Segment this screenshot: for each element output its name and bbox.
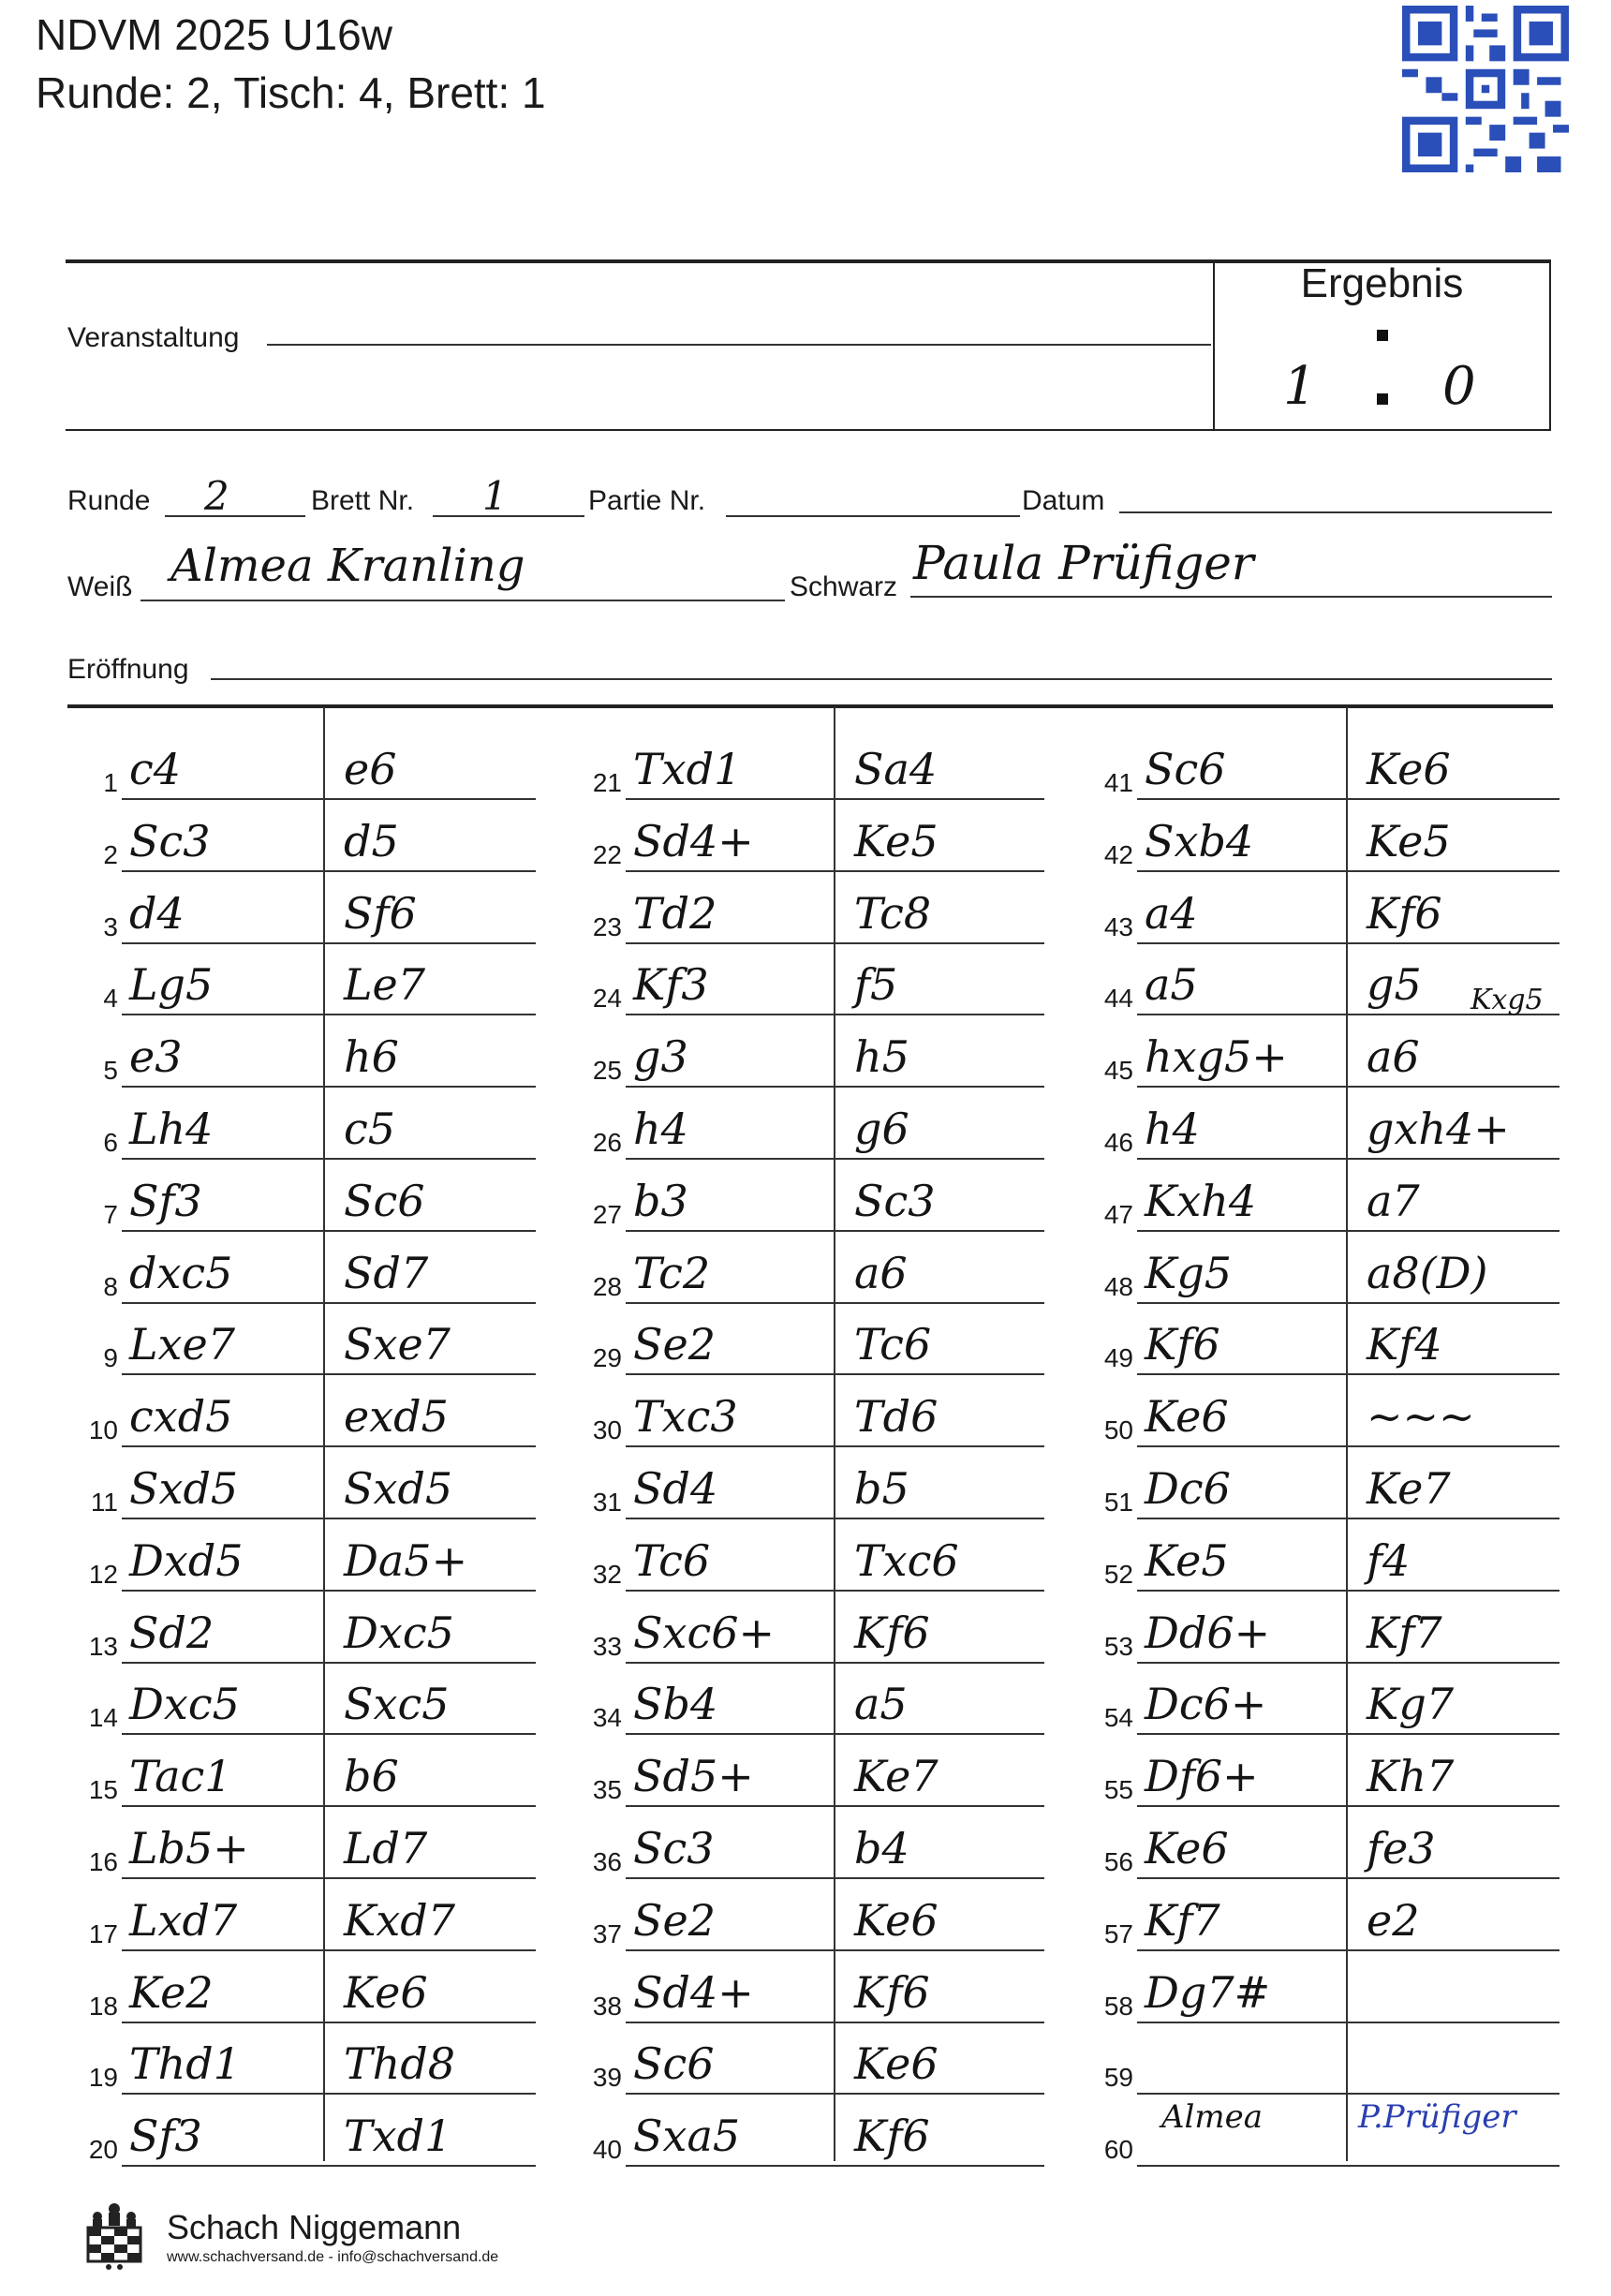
black-move[interactable]: Tc8 bbox=[854, 887, 932, 939]
move-number: 53 bbox=[1103, 1631, 1133, 1661]
black-move[interactable]: Ke6 bbox=[1367, 744, 1451, 794]
round-table-board: Runde: 2, Tisch: 4, Brett: 1 bbox=[36, 68, 546, 117]
white-move[interactable]: Sc3 bbox=[129, 815, 211, 867]
qr-code-icon bbox=[1402, 6, 1569, 172]
black-move[interactable]: Ke7 bbox=[854, 1751, 939, 1802]
white-move[interactable]: Sd4+ bbox=[633, 1966, 754, 2018]
move-number: 4 bbox=[103, 984, 118, 1014]
column-divider bbox=[323, 707, 325, 2161]
move-row-line bbox=[1137, 1590, 1559, 1592]
move-number: 24 bbox=[592, 984, 622, 1014]
black-move[interactable]: Thd8 bbox=[344, 2038, 456, 2090]
move-number: 33 bbox=[592, 1631, 622, 1661]
move-row-line bbox=[626, 798, 1044, 800]
result-black[interactable]: 0 bbox=[1442, 356, 1476, 417]
move-row-line bbox=[122, 1445, 536, 1447]
black-move[interactable]: c5 bbox=[344, 1104, 396, 1154]
move-number: 49 bbox=[1103, 1343, 1133, 1373]
move-number: 7 bbox=[103, 1199, 118, 1229]
move-number: 23 bbox=[592, 911, 622, 941]
white-move[interactable]: Sxb4 bbox=[1145, 815, 1254, 867]
white-move[interactable]: cxd5 bbox=[129, 1391, 233, 1443]
black-move[interactable]: ~~~ bbox=[1367, 1391, 1475, 1443]
white-move[interactable]: Kf7 bbox=[1145, 1894, 1220, 1946]
move-row-line bbox=[122, 1086, 536, 1088]
move-number: 44 bbox=[1103, 984, 1133, 1014]
white-signature[interactable]: Almea bbox=[1161, 2098, 1264, 2136]
move-number: 3 bbox=[103, 911, 118, 941]
black-move[interactable]: exd5 bbox=[344, 1391, 449, 1443]
opening-label: Eröffnung bbox=[67, 654, 189, 685]
white-move[interactable]: Txc3 bbox=[633, 1391, 738, 1443]
move-row-line bbox=[122, 2093, 536, 2095]
black-move[interactable]: Ke5 bbox=[1367, 815, 1451, 867]
black-move[interactable]: Txd1 bbox=[344, 2111, 452, 2162]
black-move[interactable]: Tc6 bbox=[854, 1319, 932, 1370]
white-move[interactable]: Kf6 bbox=[1145, 1319, 1220, 1370]
move-number: 11 bbox=[90, 1488, 118, 1517]
white-move[interactable]: Ke6 bbox=[1145, 1391, 1229, 1443]
black-move[interactable]: Kf6 bbox=[854, 1966, 930, 2018]
white-move[interactable]: Dxc5 bbox=[129, 1679, 240, 1730]
move-number: 57 bbox=[1103, 1918, 1133, 1948]
round-field[interactable] bbox=[165, 515, 305, 517]
move-row-line bbox=[1137, 1445, 1559, 1447]
move-row-line bbox=[626, 870, 1044, 872]
move-number: 48 bbox=[1103, 1271, 1133, 1301]
white-move[interactable]: a5 bbox=[1145, 959, 1198, 1011]
black-move[interactable]: a5 bbox=[854, 1679, 908, 1730]
move-number: 38 bbox=[592, 1991, 622, 2021]
black-move[interactable]: a8(D) bbox=[1367, 1247, 1488, 1298]
white-move[interactable]: Df6+ bbox=[1145, 1751, 1259, 1802]
result-separator-dot bbox=[1377, 330, 1388, 341]
white-move[interactable]: c4 bbox=[129, 744, 182, 794]
white-move[interactable]: Sf3 bbox=[129, 2111, 202, 2162]
board-value[interactable]: 1 bbox=[482, 473, 508, 519]
move-number: 56 bbox=[1103, 1847, 1133, 1876]
black-move[interactable]: g6 bbox=[854, 1104, 909, 1154]
move-row-line bbox=[122, 942, 536, 944]
white-move[interactable]: Sc6 bbox=[1145, 744, 1226, 794]
move-number: 42 bbox=[1103, 839, 1133, 869]
move-number: 19 bbox=[88, 2063, 118, 2093]
move-row-line bbox=[1137, 1373, 1559, 1375]
move-row-line bbox=[626, 1805, 1044, 1807]
move-number: 18 bbox=[88, 1991, 118, 2021]
white-move[interactable]: Thd1 bbox=[129, 2038, 242, 2090]
white-move[interactable]: Ke5 bbox=[1145, 1534, 1229, 1586]
move-row-line bbox=[626, 1230, 1044, 1232]
white-move[interactable]: Lg5 bbox=[129, 959, 214, 1011]
move-row-line bbox=[1137, 1662, 1559, 1664]
black-move[interactable]: Kf4 bbox=[1367, 1319, 1442, 1370]
black-move[interactable]: f5 bbox=[854, 959, 898, 1011]
move-number: 25 bbox=[592, 1056, 622, 1086]
move-row-line bbox=[1137, 1733, 1559, 1735]
move-number: 12 bbox=[88, 1559, 118, 1589]
white-move[interactable]: Ke6 bbox=[1145, 1823, 1229, 1874]
move-number: 13 bbox=[88, 1631, 118, 1661]
move-row-line bbox=[1137, 2093, 1559, 2095]
opening-field[interactable] bbox=[211, 678, 1552, 680]
move-number: 60 bbox=[1103, 2135, 1133, 2165]
black-move[interactable]: Ld7 bbox=[344, 1823, 428, 1874]
move-number: 16 bbox=[88, 1847, 118, 1876]
move-row-line bbox=[122, 1662, 536, 1664]
move-row-line bbox=[122, 2165, 536, 2167]
white-move[interactable]: hxg5+ bbox=[1145, 1031, 1288, 1083]
white-move[interactable]: Sc3 bbox=[633, 1823, 715, 1874]
white-move[interactable]: Sxa5 bbox=[633, 2111, 741, 2162]
black-move[interactable]: g5 bbox=[1367, 959, 1422, 1011]
black-field[interactable] bbox=[910, 596, 1552, 598]
move-number: 58 bbox=[1103, 1991, 1133, 2021]
move-row-line bbox=[122, 1518, 536, 1519]
white-move[interactable]: Se2 bbox=[633, 1319, 717, 1370]
column-divider bbox=[1346, 707, 1348, 2161]
move-row-line bbox=[626, 1518, 1044, 1519]
move-row-line bbox=[1137, 1302, 1559, 1304]
result-label: Ergebnis bbox=[1300, 260, 1464, 306]
move-row-line bbox=[1137, 1805, 1559, 1807]
move-number: 31 bbox=[592, 1488, 622, 1517]
black-move[interactable]: Kf7 bbox=[1367, 1607, 1442, 1658]
white-move[interactable]: Se2 bbox=[633, 1894, 717, 1946]
black-player-name[interactable]: Paula Prüfiger bbox=[913, 536, 1254, 590]
move-number: 6 bbox=[103, 1128, 118, 1157]
move-number: 37 bbox=[592, 1918, 622, 1948]
move-number: 47 bbox=[1103, 1199, 1133, 1229]
white-move[interactable]: Lxd7 bbox=[129, 1894, 238, 1946]
move-row-line bbox=[626, 2165, 1044, 2167]
white-move[interactable]: Tac1 bbox=[129, 1751, 232, 1802]
move-number: 29 bbox=[592, 1343, 622, 1373]
white-move[interactable]: Sxd5 bbox=[129, 1463, 239, 1514]
white-move[interactable]: e3 bbox=[129, 1031, 183, 1083]
move-number: 40 bbox=[592, 2135, 622, 2165]
move-sheet-top-border bbox=[67, 704, 1553, 708]
move-row-line bbox=[1137, 2165, 1559, 2167]
move-number: 5 bbox=[103, 1056, 118, 1086]
black-move[interactable]: Kf6 bbox=[854, 2111, 930, 2162]
white-move[interactable]: Kxh4 bbox=[1145, 1175, 1257, 1226]
move-number: 51 bbox=[1103, 1488, 1133, 1517]
move-number: 20 bbox=[88, 2135, 118, 2165]
move-number: 34 bbox=[592, 1703, 622, 1733]
white-move[interactable]: h4 bbox=[633, 1104, 688, 1154]
move-number: 21 bbox=[592, 768, 622, 797]
white-move[interactable]: Kf3 bbox=[633, 959, 709, 1011]
white-move[interactable]: Sd5+ bbox=[633, 1751, 754, 1802]
move-number: 55 bbox=[1103, 1775, 1133, 1805]
move-number: 27 bbox=[592, 1199, 622, 1229]
move-row-line bbox=[122, 1373, 536, 1375]
move-number: 36 bbox=[592, 1847, 622, 1876]
black-move[interactable]: gxh4+ bbox=[1367, 1104, 1510, 1154]
move-number: 39 bbox=[592, 2063, 622, 2093]
black-move[interactable]: Sxe7 bbox=[344, 1319, 451, 1370]
move-number: 2 bbox=[103, 839, 118, 869]
black-move[interactable]: Sf6 bbox=[344, 887, 417, 939]
move-number: 54 bbox=[1103, 1703, 1133, 1733]
move-row-line bbox=[626, 942, 1044, 944]
move-number: 35 bbox=[592, 1775, 622, 1805]
white-move[interactable]: Dxd5 bbox=[129, 1534, 244, 1586]
move-row-line bbox=[122, 1805, 536, 1807]
move-row-line bbox=[122, 1302, 536, 1304]
move-number: 8 bbox=[103, 1271, 118, 1301]
move-number: 32 bbox=[592, 1559, 622, 1589]
move-number: 45 bbox=[1103, 1056, 1133, 1086]
black-move[interactable]: Da5+ bbox=[344, 1534, 468, 1586]
black-move[interactable]: b4 bbox=[854, 1823, 909, 1874]
white-move[interactable]: Dd6+ bbox=[1145, 1607, 1271, 1658]
black-signature[interactable]: P.Prüfiger bbox=[1358, 2098, 1516, 2136]
black-move[interactable]: Txc6 bbox=[854, 1534, 959, 1586]
black-move[interactable]: Kf6 bbox=[1367, 887, 1442, 939]
black-move[interactable]: Sa4 bbox=[854, 744, 938, 794]
event-label: Veranstaltung bbox=[67, 322, 240, 353]
white-move[interactable]: Sc6 bbox=[633, 2038, 715, 2090]
move-number: 41 bbox=[1103, 768, 1133, 797]
black-move[interactable]: a7 bbox=[1367, 1175, 1420, 1226]
move-row-line bbox=[1137, 1949, 1559, 1951]
move-number: 28 bbox=[592, 1271, 622, 1301]
black-move[interactable]: f4 bbox=[1367, 1534, 1411, 1586]
column-divider bbox=[834, 707, 835, 2161]
white-player-name[interactable]: Almea Kranling bbox=[170, 540, 525, 592]
black-move[interactable]: b6 bbox=[344, 1751, 399, 1802]
black-move[interactable]: h5 bbox=[854, 1031, 909, 1083]
move-row-line bbox=[1137, 1158, 1559, 1160]
move-row-line bbox=[122, 2022, 536, 2023]
move-number: 17 bbox=[88, 1918, 118, 1948]
move-row-line bbox=[626, 1158, 1044, 1160]
move-annotation: Kxg5 bbox=[1471, 984, 1544, 1016]
white-move[interactable]: d4 bbox=[129, 887, 185, 939]
move-row-line bbox=[626, 1445, 1044, 1447]
game-number-field[interactable] bbox=[726, 515, 1020, 517]
move-number: 43 bbox=[1103, 911, 1133, 941]
move-row-line bbox=[122, 1590, 536, 1592]
black-move[interactable]: Ke7 bbox=[1367, 1463, 1451, 1514]
black-move[interactable]: Kh7 bbox=[1367, 1751, 1455, 1802]
black-move[interactable]: Sc3 bbox=[854, 1175, 936, 1226]
board-field[interactable] bbox=[433, 515, 584, 517]
move-row-line bbox=[1137, 1518, 1559, 1519]
round-value[interactable]: 2 bbox=[204, 473, 229, 519]
move-row-line bbox=[122, 1230, 536, 1232]
result-separator-dot bbox=[1377, 393, 1388, 405]
white-move[interactable]: Lb5+ bbox=[129, 1823, 249, 1874]
tournament-title: NDVM 2025 U16w bbox=[36, 10, 392, 59]
white-move[interactable]: Ke2 bbox=[129, 1966, 214, 2018]
move-row-line bbox=[1137, 1230, 1559, 1232]
result-white[interactable]: 1 bbox=[1283, 356, 1317, 417]
move-row-line bbox=[626, 1590, 1044, 1592]
black-move[interactable]: a6 bbox=[1367, 1031, 1420, 1083]
move-row-line bbox=[626, 1877, 1044, 1879]
white-move[interactable]: h4 bbox=[1145, 1104, 1200, 1154]
move-row-line bbox=[1137, 798, 1559, 800]
move-row-line bbox=[626, 1086, 1044, 1088]
move-row-line bbox=[1137, 2022, 1559, 2023]
black-move[interactable]: Sd7 bbox=[344, 1247, 429, 1298]
black-move[interactable]: Sc6 bbox=[344, 1175, 425, 1226]
white-field[interactable] bbox=[140, 600, 785, 601]
white-move[interactable]: Dc6+ bbox=[1145, 1679, 1267, 1730]
move-row-line bbox=[122, 1877, 536, 1879]
black-label: Schwarz bbox=[790, 571, 898, 602]
move-row-line bbox=[626, 2022, 1044, 2023]
move-row-line bbox=[122, 798, 536, 800]
date-field[interactable] bbox=[1119, 511, 1552, 513]
black-move[interactable]: d5 bbox=[344, 815, 399, 867]
black-move[interactable]: Ke6 bbox=[854, 2038, 939, 2090]
white-move[interactable]: a4 bbox=[1145, 887, 1198, 939]
black-move[interactable]: Kxd7 bbox=[344, 1894, 456, 1946]
game-number-label: Partie Nr. bbox=[588, 485, 706, 516]
move-number: 1 bbox=[103, 768, 118, 797]
move-row-line bbox=[122, 1949, 536, 1951]
black-move[interactable]: h6 bbox=[344, 1031, 399, 1083]
white-move[interactable]: Dc6 bbox=[1145, 1463, 1231, 1514]
move-row-line bbox=[122, 870, 536, 872]
chess-pieces-logo bbox=[81, 2200, 148, 2273]
white-move[interactable]: dxc5 bbox=[129, 1247, 233, 1298]
round-label: Runde bbox=[67, 485, 151, 516]
black-move[interactable]: Td6 bbox=[854, 1391, 939, 1443]
move-row-line bbox=[122, 1733, 536, 1735]
white-label: Weiß bbox=[67, 571, 133, 602]
move-number: 50 bbox=[1103, 1415, 1133, 1445]
move-number: 15 bbox=[88, 1775, 118, 1805]
brand-url: www.schachversand.de - info@schachversand.de bbox=[167, 2249, 499, 2265]
move-number: 46 bbox=[1103, 1128, 1133, 1157]
move-number: 14 bbox=[88, 1703, 118, 1733]
black-move[interactable]: e2 bbox=[1367, 1894, 1420, 1946]
white-move[interactable]: Tc6 bbox=[633, 1534, 711, 1586]
black-move[interactable]: Le7 bbox=[344, 959, 426, 1011]
white-move[interactable]: Kg5 bbox=[1145, 1247, 1233, 1298]
move-row-line bbox=[626, 2093, 1044, 2095]
white-move[interactable]: Td2 bbox=[633, 887, 717, 939]
black-move[interactable]: a6 bbox=[854, 1247, 908, 1298]
black-move[interactable]: fe3 bbox=[1367, 1823, 1436, 1874]
black-move[interactable]: Kf6 bbox=[854, 1607, 930, 1658]
black-move[interactable]: Sxd5 bbox=[344, 1463, 453, 1514]
move-row-line bbox=[122, 1158, 536, 1160]
black-move[interactable]: Dxc5 bbox=[344, 1607, 454, 1658]
white-move[interactable]: Sd2 bbox=[129, 1607, 214, 1658]
black-move[interactable]: Ke5 bbox=[854, 815, 939, 867]
white-move[interactable]: Lxe7 bbox=[129, 1319, 235, 1370]
move-number: 26 bbox=[592, 1128, 622, 1157]
white-move[interactable]: Tc2 bbox=[633, 1247, 711, 1298]
black-move[interactable]: Ke6 bbox=[344, 1966, 428, 2018]
move-row-line bbox=[626, 1949, 1044, 1951]
date-label: Datum bbox=[1022, 485, 1105, 516]
move-row-line bbox=[626, 1662, 1044, 1664]
white-move[interactable]: Sb4 bbox=[633, 1679, 718, 1730]
white-move[interactable]: Lh4 bbox=[129, 1104, 214, 1154]
white-move[interactable]: Sxc6+ bbox=[633, 1607, 776, 1658]
move-row-line bbox=[1137, 870, 1559, 872]
move-row-line bbox=[626, 1302, 1044, 1304]
move-row-line bbox=[1137, 1086, 1559, 1088]
move-row-line bbox=[122, 1014, 536, 1015]
white-move[interactable]: Sd4 bbox=[633, 1463, 718, 1514]
move-row-line bbox=[626, 1373, 1044, 1375]
white-move[interactable]: Sd4+ bbox=[633, 815, 754, 867]
brand-name: Schach Niggemann bbox=[167, 2208, 462, 2246]
black-move[interactable]: Kg7 bbox=[1367, 1679, 1455, 1730]
move-number: 52 bbox=[1103, 1559, 1133, 1589]
event-field[interactable] bbox=[267, 344, 1211, 346]
move-row-line bbox=[626, 1014, 1044, 1015]
white-move[interactable]: Sf3 bbox=[129, 1175, 202, 1226]
white-move[interactable]: Dg7# bbox=[1145, 1966, 1271, 2018]
move-number: 59 bbox=[1103, 2063, 1133, 2093]
board-label: Brett Nr. bbox=[311, 485, 415, 516]
white-move[interactable]: Txd1 bbox=[633, 744, 742, 794]
move-row-line bbox=[1137, 1877, 1559, 1879]
move-row-line bbox=[626, 1733, 1044, 1735]
move-row-line bbox=[1137, 942, 1559, 944]
black-move[interactable]: e6 bbox=[344, 744, 397, 794]
move-number: 9 bbox=[103, 1343, 118, 1373]
move-number: 30 bbox=[592, 1415, 622, 1445]
white-move[interactable]: b3 bbox=[633, 1175, 688, 1226]
white-move[interactable]: g3 bbox=[633, 1031, 688, 1083]
black-move[interactable]: Sxc5 bbox=[344, 1679, 450, 1730]
move-number: 10 bbox=[88, 1415, 118, 1445]
move-number: 22 bbox=[592, 839, 622, 869]
black-move[interactable]: Ke6 bbox=[854, 1894, 939, 1946]
black-move[interactable]: b5 bbox=[854, 1463, 909, 1514]
